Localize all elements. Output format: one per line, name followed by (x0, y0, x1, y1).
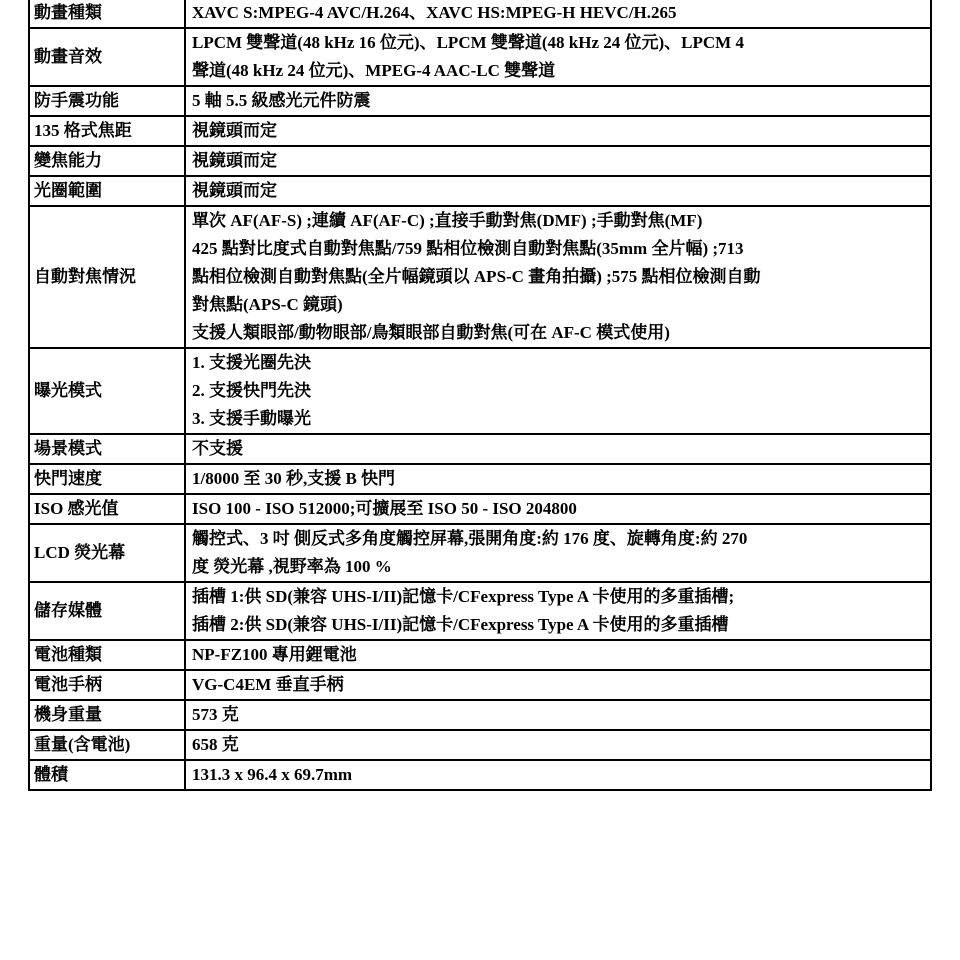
camera-spec-table (28, 0, 932, 791)
spec-value-line: 度 熒光幕 ,視野率為 100 % (192, 557, 392, 576)
spec-value (185, 28, 931, 86)
table-row (29, 146, 931, 176)
spec-value-line: 視鏡頭而定 (192, 121, 277, 140)
spec-value (185, 116, 931, 146)
spec-value (185, 464, 931, 494)
spec-value (185, 760, 931, 790)
spec-label: 快門速度 (29, 464, 185, 494)
spec-label: 場景模式 (29, 434, 185, 464)
table-row (29, 86, 931, 116)
table-row (29, 348, 931, 434)
spec-value-line: 3. 支援手動曝光 (192, 409, 311, 428)
spec-value (185, 146, 931, 176)
table-row (29, 582, 931, 640)
table-row (29, 28, 931, 86)
spec-table-body (29, 0, 931, 790)
table-row (29, 176, 931, 206)
spec-value (185, 582, 931, 640)
spec-value-line: 1/8000 至 30 秒,支援 B 快門 (192, 469, 396, 488)
spec-value-line: XAVC S:MPEG-4 AVC/H.264、XAVC HS:MPEG-H HEVC/H.265 (192, 3, 677, 22)
spec-label: 機身重量 (29, 700, 185, 730)
table-row (29, 116, 931, 146)
spec-label: 防手震功能 (29, 86, 185, 116)
spec-label: ISO 感光值 (29, 494, 185, 524)
spec-value (185, 0, 931, 28)
spec-label: 動畫音效 (29, 28, 185, 86)
spec-value-line: 插槽 1:供 SD(兼容 UHS-I/II)記憶卡/CFexpress Type A 卡使用的多重插槽; (192, 587, 735, 606)
spec-label: 電池種類 (29, 640, 185, 670)
spec-value (185, 670, 931, 700)
spec-value (185, 206, 931, 348)
table-row (29, 524, 931, 582)
spec-label: 曝光模式 (29, 348, 185, 434)
spec-value (185, 494, 931, 524)
spec-value-line: ISO 100 - ISO 512000;可擴展至 ISO 50 - ISO 204800 (192, 499, 577, 518)
spec-value-line: LPCM 雙聲道(48 kHz 16 位元)、LPCM 雙聲道(48 kHz 24 位元)、LPCM 4 (192, 33, 744, 52)
spec-value-line: 視鏡頭而定 (192, 181, 277, 200)
spec-value-line: 插槽 2:供 SD(兼容 UHS-I/II)記憶卡/CFexpress Type A 卡使用的多重插槽 (192, 615, 729, 634)
table-row (29, 670, 931, 700)
spec-value (185, 700, 931, 730)
spec-value-line: 573 克 (192, 705, 239, 724)
spec-value (185, 434, 931, 464)
spec-value-line: NP-FZ100 專用鋰電池 (192, 645, 357, 664)
table-row (29, 730, 931, 760)
spec-value (185, 348, 931, 434)
spec-value-line: VG-C4EM 垂直手柄 (192, 675, 344, 694)
spec-value-line: 2. 支援快門先決 (192, 381, 311, 400)
spec-label: 電池手柄 (29, 670, 185, 700)
spec-value (185, 524, 931, 582)
spec-value-line: 5 軸 5.5 級感光元件防震 (192, 91, 371, 110)
table-row (29, 760, 931, 790)
spec-label: 自動對焦情況 (29, 206, 185, 348)
spec-label: 變焦能力 (29, 146, 185, 176)
table-row (29, 640, 931, 670)
spec-value-line: 點相位檢測自動對焦點(全片幅鏡頭以 APS-C 畫角拍攝) ;575 點相位檢測自動 (192, 267, 761, 286)
spec-value-line: 131.3 x 96.4 x 69.7mm (192, 765, 353, 784)
spec-label: 135 格式焦距 (29, 116, 185, 146)
table-row (29, 0, 931, 28)
table-row (29, 434, 931, 464)
spec-value-line: 1. 支援光圈先決 (192, 353, 311, 372)
table-row (29, 464, 931, 494)
table-row (29, 494, 931, 524)
table-row (29, 206, 931, 348)
spec-value-line: 425 點對比度式自動對焦點/759 點相位檢測自動對焦點(35mm 全片幅) ;713 (192, 239, 744, 258)
spec-value-line: 視鏡頭而定 (192, 151, 277, 170)
spec-value (185, 86, 931, 116)
spec-value-line: 觸控式、3 吋 側反式多角度觸控屏幕,張開角度:約 176 度、旋轉角度:約 270 (192, 529, 748, 548)
spec-value-line: 658 克 (192, 735, 239, 754)
spec-value (185, 730, 931, 760)
spec-value (185, 640, 931, 670)
spec-label: LCD 熒光幕 (29, 524, 185, 582)
spec-label: 儲存媒體 (29, 582, 185, 640)
spec-value-line: 支援人類眼部/動物眼部/鳥類眼部自動對焦(可在 AF-C 模式使用) (192, 323, 670, 342)
spec-value-line: 對焦點(APS-C 鏡頭) (192, 295, 343, 314)
table-row (29, 700, 931, 730)
spec-label: 體積 (29, 760, 185, 790)
spec-value-line: 聲道(48 kHz 24 位元)、MPEG-4 AAC-LC 雙聲道 (192, 61, 556, 80)
spec-label: 動畫種類 (29, 0, 185, 28)
spec-value (185, 176, 931, 206)
spec-label: 重量(含電池) (29, 730, 185, 760)
spec-value-line: 不支援 (192, 439, 243, 458)
spec-value-line: 單次 AF(AF-S) ;連續 AF(AF-C) ;直接手動對焦(DMF) ;手動對焦(MF) (192, 211, 703, 230)
spec-label: 光圈範圍 (29, 176, 185, 206)
